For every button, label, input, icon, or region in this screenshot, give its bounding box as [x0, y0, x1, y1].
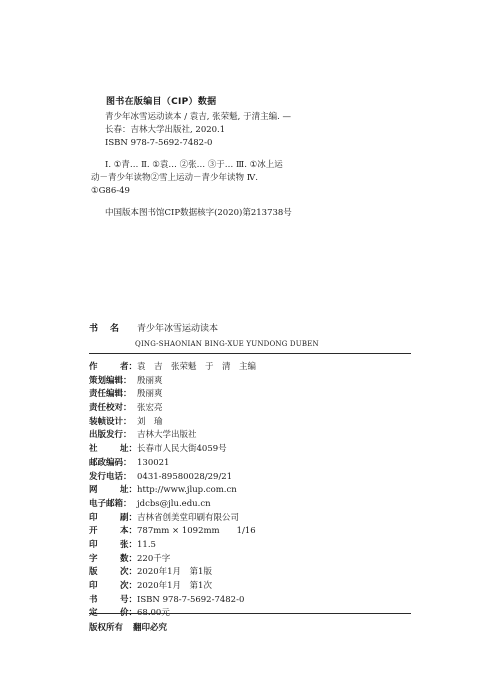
- detail-row: [89, 498, 256, 512]
- cip-line: ISBN 978-7-5692-7482-0: [105, 138, 213, 148]
- detail-row: [89, 525, 256, 539]
- detail-label: 邮政编码：: [89, 457, 132, 468]
- detail-label: 印 刷：: [89, 512, 137, 523]
- detail-row: [89, 429, 256, 443]
- detail-label: 定 价：: [89, 608, 137, 619]
- detail-row: [89, 580, 256, 594]
- detail-label: 书 号：: [89, 594, 137, 605]
- detail-label: 作 者：: [89, 362, 137, 372]
- detail-row: [89, 361, 256, 375]
- detail-label: 策划编辑：: [89, 375, 132, 386]
- no-reproduction: 翻印必究: [133, 623, 168, 633]
- detail-value: 787mm × 1092mm 1/16: [137, 526, 256, 537]
- detail-row: [89, 388, 256, 402]
- detail-value: 11.5: [137, 539, 156, 550]
- detail-label: 发行电话：: [89, 471, 132, 482]
- cip-number: 中国版本图书馆CIP数据核字(2020)第213738号: [105, 208, 292, 218]
- detail-label: 印 张：: [89, 539, 137, 550]
- detail-row: [89, 594, 256, 608]
- detail-value: 0431-89580028/29/21: [137, 471, 233, 482]
- publication-details: [89, 361, 256, 621]
- detail-row: [89, 539, 256, 553]
- cip-record: [91, 111, 391, 220]
- rights-notice: [89, 621, 167, 633]
- book-title-label: 书名: [89, 324, 132, 334]
- detail-row: [89, 484, 256, 498]
- detail-value: 220千字: [137, 553, 171, 564]
- rights-reserved: 版权所有: [89, 623, 124, 633]
- detail-label: 电子邮箱：: [89, 498, 132, 509]
- detail-row: [89, 416, 256, 430]
- divider-top: [89, 353, 411, 354]
- book-title-pinyin: QING-SHAONIAN BING-XUE YUNDONG DUBEN: [135, 340, 319, 348]
- cip-line: ①G86-49: [91, 186, 130, 196]
- detail-row: [89, 566, 256, 580]
- detail-row: [89, 402, 256, 416]
- detail-value: 袁 吉 张荣魁 于 清 主编: [137, 362, 257, 372]
- detail-value: ISBN 978-7-5692-7482-0: [137, 594, 245, 605]
- cip-heading: 图书在版编目（CIP）数据: [106, 97, 217, 107]
- detail-row: [89, 471, 256, 485]
- detail-value: 2020年1月 第1次: [137, 581, 212, 591]
- detail-value: 吉林大学出版社: [137, 430, 197, 441]
- detail-value: 张宏亮: [137, 403, 163, 414]
- book-title-block: [89, 323, 319, 350]
- detail-row: [89, 512, 256, 526]
- detail-value: 130021: [137, 457, 170, 468]
- detail-value: 68.00元: [137, 608, 170, 619]
- detail-value: 长春市人民大街4059号: [137, 444, 227, 455]
- detail-row: [89, 607, 256, 621]
- detail-value: jdcbs@jlu.edu.cn: [137, 498, 211, 509]
- detail-value: 殷丽爽: [137, 375, 163, 386]
- detail-value: http://www.jlup.com.cn: [137, 485, 237, 496]
- detail-value: 刘 瑜: [137, 416, 163, 427]
- detail-row: [89, 553, 256, 567]
- detail-label: 开 本：: [89, 526, 137, 537]
- detail-value: 吉林省创美堂印刷有限公司: [137, 512, 240, 523]
- detail-label: 责任校对：: [89, 403, 132, 414]
- detail-row: [89, 375, 256, 389]
- cip-line: 长春：吉林大学出版社, 2020.1: [105, 125, 226, 135]
- detail-label: 责任编辑：: [89, 389, 132, 400]
- detail-label: 字 数：: [89, 553, 137, 564]
- detail-label: 装帧设计：: [89, 416, 132, 427]
- book-title: 青少年冰雪运动读本: [137, 324, 219, 334]
- detail-label: 出版发行：: [89, 430, 132, 441]
- cip-line: 青少年冰雪运动读本 / 袁吉, 张荣魁, 于清主编. —: [105, 112, 291, 122]
- detail-value: 殷丽爽: [137, 389, 163, 400]
- detail-label: 印 次：: [89, 581, 137, 591]
- detail-label: 版 次：: [89, 567, 137, 578]
- detail-label: 网 址：: [89, 485, 137, 496]
- divider-bottom: [89, 613, 411, 614]
- detail-row: [89, 457, 256, 471]
- detail-label: 社 址：: [89, 444, 137, 455]
- detail-value: 2020年1月 第1版: [137, 567, 212, 578]
- cip-line: 动－青少年读物②雪上运动－青少年读物 Ⅳ.: [91, 173, 258, 183]
- detail-row: [89, 443, 256, 457]
- cip-line: Ⅰ. ①青… Ⅱ. ①袁… ②张… ③于… Ⅲ. ①冰上运: [105, 160, 283, 170]
